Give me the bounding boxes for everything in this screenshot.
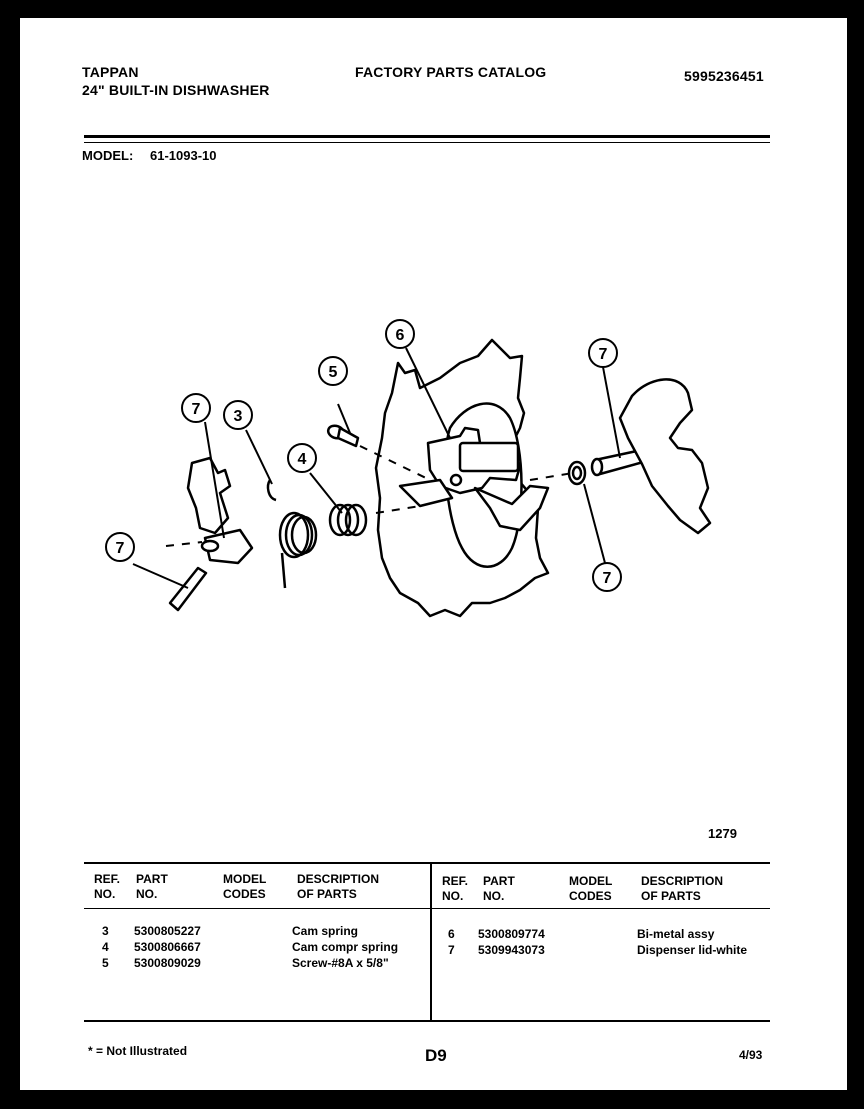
callout-bubbles [106,320,621,591]
svg-text:5: 5 [328,364,338,381]
svg-text:7: 7 [191,401,201,418]
col-desc-left: DESCRIPTION OF PARTS [297,872,380,901]
table-right-header-rule [432,908,770,909]
col-model-left: MODEL CODES [223,872,267,901]
row-desc: Cam spring [292,924,359,938]
row-desc: Bi-metal assy [637,927,715,941]
callout-7-pin-right [589,339,617,367]
col-part-right: PART NO. [483,874,515,903]
callout-3 [224,401,252,429]
catalog-title: FACTORY PARTS CATALOG [355,64,547,80]
row-part: 5300805227 [134,924,201,938]
callout-7-pin-left [106,533,134,561]
table-top-rule [84,862,770,864]
col-ref-right: REF. NO. [442,874,469,903]
row-desc: Dispenser lid-white [637,943,748,957]
figure-number: 1279 [708,826,737,841]
svg-text:7: 7 [598,346,608,363]
row-part: 5300809029 [134,956,201,970]
catalog-page [20,18,847,1090]
col-ref-left: REF. NO. [94,872,121,901]
svg-text:7: 7 [602,570,612,587]
svg-text:7: 7 [115,540,125,557]
pin-left [170,568,206,610]
callout-4 [288,444,316,472]
product-name: 24" BUILT-IN DISHWASHER [82,82,270,98]
model-label: MODEL: [82,148,134,163]
row-ref: 3 [102,924,109,938]
row-ref: 7 [448,943,455,957]
callout-5 [319,357,347,385]
col-desc-right: DESCRIPTION OF PARTS [641,874,724,903]
model-number: 61-1093-10 [150,148,217,163]
row-part: 5300809774 [478,927,545,941]
callout-7-cam-bracket [182,394,210,422]
revision-date: 4/93 [739,1048,763,1062]
table-bottom-rule [84,1020,770,1022]
col-part-left: PART NO. [136,872,168,901]
row-part: 5300806667 [134,940,201,954]
svg-text:6: 6 [395,327,405,344]
callout-6 [386,320,414,348]
catalog-number: 5995236451 [684,68,764,84]
col-model-right: MODEL CODES [569,874,613,903]
page-code: D9 [425,1046,447,1065]
row-ref: 4 [102,940,109,954]
exploded-parts-diagram [20,18,847,838]
screw-part [326,424,358,446]
row-ref: 5 [102,956,109,970]
svg-text:3: 3 [233,408,243,425]
row-desc: Screw-#8A x 5/8" [292,956,389,970]
cam-spring [268,480,316,588]
row-desc: Cam compr spring [292,940,399,954]
table-center-divider [430,864,432,1020]
brand-name: TAPPAN [82,64,139,80]
row-ref: 6 [448,927,455,941]
callout-7-washer [593,563,621,591]
table-left-header-rule [84,908,430,909]
svg-text:4: 4 [297,451,307,468]
not-illustrated-note: * = Not Illustrated [88,1044,188,1058]
cam-compr-spring [330,505,366,535]
row-part: 5309943073 [478,943,545,957]
